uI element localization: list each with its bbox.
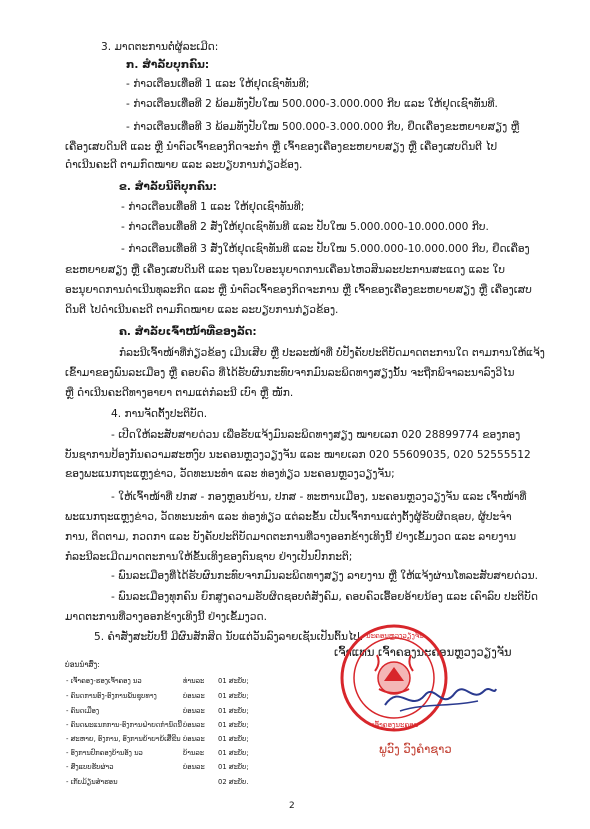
page-number: 2 — [289, 801, 295, 811]
distribution-to: - ຄົນດເມືອງ — [66, 707, 100, 715]
distribution-where: ບ້ານລະ — [183, 749, 205, 757]
distribution-count: 01 ສະບັບ; — [218, 677, 249, 685]
distribution-where: ບ່ອນລະ — [183, 721, 205, 729]
subsection-state-officials: ຄ. ສຳລັບເຈົ້າໜ້າທີ່ຂອງລັດ: — [119, 326, 257, 338]
section-4-heading: 4. ການຈັດຕັ້ງປະຕິບັດ. — [111, 408, 208, 420]
distribution-to: - ອົງການປົກຄອງບ້ານອັງ ນວ — [66, 749, 143, 757]
distribution-to: - ຄົນດພະແນກການ-ອົງການຝ່າຍດກຳນົດນີ້ — [66, 721, 183, 729]
body-line: ຫຼື ດຳເນີນຄະດີທາງອາຍາ ຕາມແຕ່ກໍລະນີ ເບົາ ຫຼື ໜັກ. — [65, 387, 294, 399]
distribution-to: - ເກັບມ້ຽນສຳຮອນ — [66, 778, 118, 786]
body-line: ດຳເນີນຄະດີ ຕາມກົດໝາຍ ແລະ ລະບຽບການກ່ຽວຂ້ອງ. — [65, 159, 303, 171]
body-line: ເຂົ້າມາຂອງພົນລະເມືອງ ຫຼື ຄອບຄົວ ທີ່ໄດ້ຮັບຜົນກະທົບຈາກມົນລະພິດທາງສຽງນັ້ນ ຈະຖືກພິຈາລະນາລົງວິໄນ — [65, 367, 515, 379]
body-line: ຂະຫຍາຍສຽງ ຫຼື ເຄື່ອງເສບດິນຕີ ແລະ ຖອນໃບອະນຸຍາດການເຄື່ອນໄຫວສິນລະປະການສະແດງ ແລະ ໃບ — [65, 264, 505, 276]
distribution-count: 01 ສະບັບ; — [218, 763, 249, 771]
subsection-legal-entity: ຂ. ສຳລັບນິຕິບຸກຄົນ: — [119, 181, 217, 193]
body-line: ອະນຸຍາດການດຳເນີນທຸລະກິດ ແລະ ຫຼື ນຳຕົວເຈົ້າຂອງກິດຈະການ ຫຼື ເຈົ້າຂອງເຄື່ອງຂະຫຍາຍສຽງ ຫຼື ເຄື່ອງເສບ — [65, 284, 532, 296]
body-line: ກໍລະນີເຈົ້າໜ້າທີ່ກ່ຽວຂ້ອງ ເມີນເສີຍ ຫຼື ປະລະໜ້າທີ່ ບໍ່ປັງຄັບປະຕິບັດມາດຕະການໃດ ຕາມການໃຫ້ແຈ້ງ — [119, 347, 545, 359]
body-line: - ກ່າວເຕືອນເທື່ອທີ 3 ສັ່ງໃຫ້ຢຸດເຊົາທັນທີ ແລະ ປັບໃໝ 5.000.000-10.000.000 ກີບ, ຢຶດເຄື່ອງ — [121, 243, 530, 255]
distribution-where: ບ່ອນລະ — [183, 735, 205, 743]
handwritten-signature — [380, 673, 500, 723]
distribution-where: ບ່ອນລະ — [183, 692, 205, 700]
distribution-where: ບ່ອນລະ — [183, 707, 205, 715]
distribution-count: 01 ສະບັບ; — [218, 721, 249, 729]
body-line: ມາດຕະການທີ່ວາງອອກຂ້າງເທິງນີ້ ຢ່າງເຂັ້ມງວດ. — [65, 611, 267, 623]
seal-text-bottom: ເຈົ້າຄອງນະຄອນ — [372, 721, 419, 729]
body-line: ບັນຊາການປ້ອງກັນຄວາມສະຫງົບ ນະຄອນຫຼວງວຽງຈັນ ແລະ ໝາຍເລກ 020 55609035, 020 52555512 — [65, 449, 531, 461]
body-line: - ກ່າວເຕືອນເທື່ອທີ 1 ແລະ ໃຫ້ຢຸດເຊົາທັນທີ; — [126, 78, 310, 90]
signatory-name: ພູວົງ ວົງຄຳຊາວ — [379, 742, 452, 756]
body-line: - ພົນລະເມືອງທຸກຄົນ ຍົກສູງຄວາມຮັບຜິດຊອບຕໍ່ສັງຄົມ, ຄອບຄົວເອື້ອຍອ້າຍນ້ອງ ແລະ ເຄົາລົບ ປະຕິບັດ — [111, 591, 538, 603]
distribution-heading: ບ່ອນນຳສົ່ງ: — [65, 660, 100, 669]
body-line: ພະແນກຖະແຫຼງຂ່າວ, ວັດທະນະທຳ ແລະ ທ່ອງທ່ຽວ ແຕ່ລະຂັ້ນ ເປັນເຈົ້າການແຕ່ງຕັ້ງຜູ້ຮັບຜິດຊອບ, ຜູ້ປະຈຳ — [65, 511, 512, 523]
distribution-count: 01 ສະບັບ; — [218, 749, 249, 757]
body-line: - ກ່າວເຕືອນເທື່ອທີ 2 ພ້ອມທັງປັບໃໝ 500.000-3.000.000 ກີບ ແລະ ໃຫ້ຢຸດເຊົາທັນທີ. — [126, 98, 498, 110]
seal-text-top: ນະຄອນຫຼວງວຽງຈັນ — [366, 632, 424, 640]
distribution-count: 01 ສະບັບ; — [218, 707, 249, 715]
body-line: - ພົນລະເມືອງທີ່ໄດ້ຮັບຜົນກະທົບຈາກມົນລະພິດທາງສຽງ ລາຍງານ ຫຼື ໃຫ້ແຈ້ງຜ່ານໂທລະສັບສາຍດ່ວນ. — [111, 570, 539, 582]
signature-title: ເຈົ້າແທນ ເຈົ້າຄອງນະຄອນຫຼວງວຽງຈັນ — [334, 645, 512, 659]
distribution-to: - ສະຫາຍ, ອົງການ, ອົງການຍ້າຍາຍ້ເສື້ຂີນ — [66, 735, 181, 743]
distribution-where: ບ່ອນລະ — [183, 763, 205, 771]
body-line: ເຄື່ອງເສບດິນຕີ ແລະ ຫຼື ນຳຕົວເຈົ້າຂອງກິດຈະກຳ ຫຼື ເຈົ້າຂອງເຄື່ອງຂະຫຍາຍສຽງ ຫຼື ເຄື່ອງເສບດິນຕີ ໄປ — [65, 141, 498, 153]
body-line: - ກ່າວເຕືອນເທື່ອທີ 2 ສັ່ງໃຫ້ຢຸດເຊົາທັນທີ ແລະ ປັບໃໝ 5.000.000-10.000.000 ກີບ. — [121, 221, 489, 233]
body-line: - ໃຫ້ເຈົ້າໜ້າທີ່ ປກສ - ກອງຫຼອນບ້ານ, ປກສ - ທະຫານເມືອງ, ນະຄອນຫຼວງວຽງຈັນ ແລະ ເຈົ້າໜ້າທີ່ — [111, 491, 527, 503]
body-line: ດິນຕີ ໄປດຳເນີນຄະດີ ຕາມກົດໝາຍ ແລະ ລະບຽບການກ່ຽວຂ້ອງ. — [65, 304, 339, 316]
body-line: - ກ່າວເຕືອນເທື່ອທີ 1 ແລະ ໃຫ້ຢຸດເຊົາທັນທີ; — [121, 201, 305, 213]
section-5-heading: 5. ຄຳສັ່ງສະບັບນີ້ ມີຜົນສັກສິດ ນັບແຕ່ວັນລົງລາຍເຊັນເປັນຕົ້ນໄປ. — [94, 631, 364, 643]
distribution-to: - ຄົນດການອົງ-ອົງການພັນຊຸບທາງ — [66, 692, 157, 700]
distribution-where: ທ່ານລະ — [183, 677, 205, 685]
distribution-count: 02 ສະບັບ. — [218, 778, 249, 786]
body-line: - ກ່າວເຕືອນເທື່ອທີ 3 ພ້ອມທັງປັບໃໝ 500.000-3.000.000 ກີບ, ຢຶດເຄື່ອງຂະຫຍາຍສຽງ ຫຼື — [126, 121, 520, 133]
distribution-to: - ເຈົ້າຄອງ-ຮອງເຈົ້າຄອງ ນວ — [66, 677, 142, 685]
body-line: ຂອງພະແນກຖະແຫຼງຂ່າວ, ວັດທະນະທຳ ແລະ ທ່ອງທ່ຽວ ນະຄອນຫຼວງວຽງຈັນ; — [65, 468, 395, 480]
distribution-count: 01 ສະບັບ; — [218, 692, 249, 700]
body-line: ການ, ຕິດຕາມ, ກວດກາ ແລະ ບັງຄັບປະຕິບັດມາດຕະການທີ່ວາງອອກຂ້າງເທິງນີ້ ຢ່າງເຂັ້ມງວດ ແລະ ລາຍງານ — [65, 531, 517, 543]
body-line: ກໍລະນີລະເມີດມາດຕະການໃຫ້ຂັ້ນເທິງຂອງຕົນຊາບ ຢ່າງເປັນປົກກະຕິ; — [65, 551, 353, 563]
subsection-individual: ກ. ສຳລັບບຸກຄົນ: — [126, 59, 210, 71]
distribution-to: - ສົ່ງແບບຮັບຜ່າວ — [66, 763, 114, 771]
distribution-count: 01 ສະບັບ; — [218, 735, 249, 743]
section-3-heading: 3. ມາດຕະການຕໍ່ຜູ້ລະເມີດ: — [101, 41, 219, 53]
body-line: - ເປີດໃຫ້ລະສັບສາຍດ່ວນ ເພື່ອຮັບແຈ້ງມົນລະພິດທາງສຽງ ໝາຍເລກ 020 28899774 ຂອງກອງ — [111, 429, 521, 441]
